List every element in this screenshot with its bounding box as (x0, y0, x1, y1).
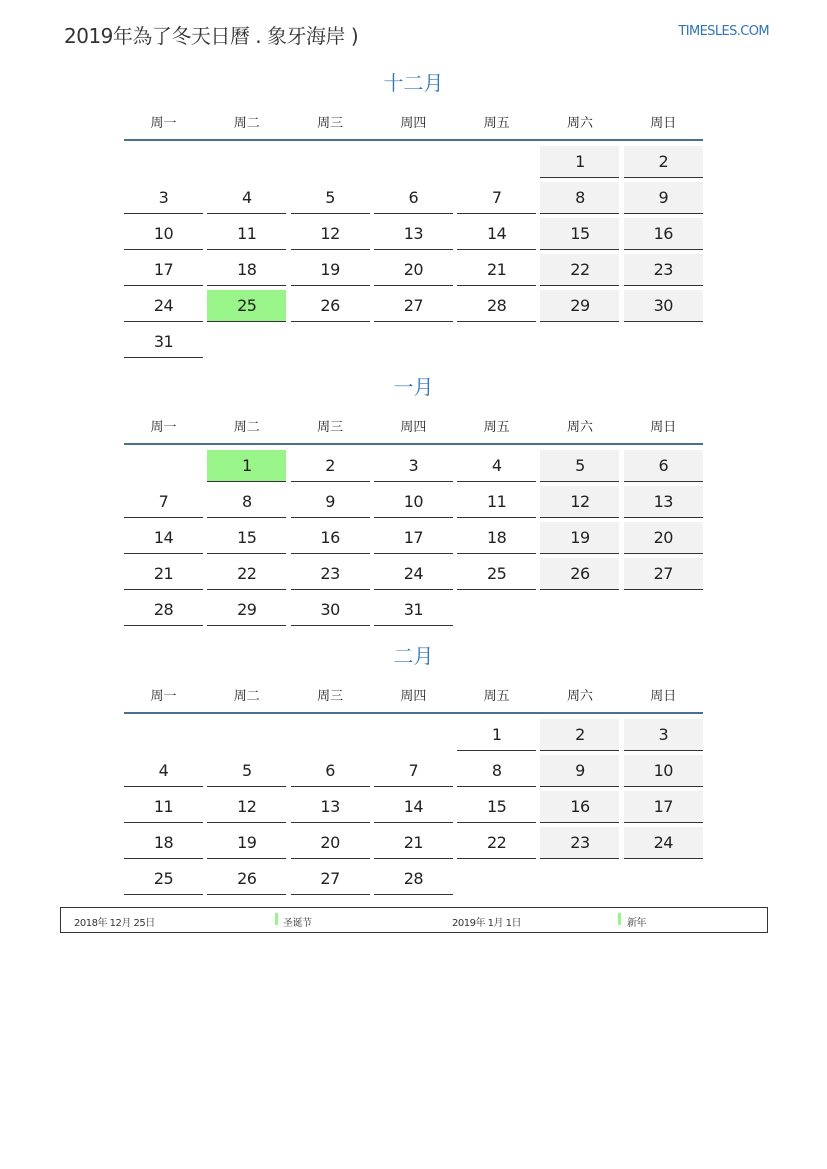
day-cell: 26 (207, 863, 286, 895)
day-cell: 18 (207, 254, 286, 286)
empty-day-cell (624, 326, 703, 357)
month-title: 二月 (393, 644, 434, 668)
weekday-label: 周一 (150, 115, 177, 131)
day-cell: 24 (374, 558, 453, 590)
day-cell: 20 (624, 522, 703, 554)
day-cell: 10 (374, 486, 453, 518)
day-cell: 23 (291, 558, 370, 590)
day-cell: 28 (124, 594, 203, 626)
day-cell: 17 (624, 791, 703, 823)
holiday-marker-icon (618, 913, 621, 925)
day-cell: 29 (540, 290, 619, 322)
week-row (124, 218, 703, 250)
day-cell: 15 (457, 791, 536, 823)
day-cell: 7 (124, 486, 203, 518)
weekday-header (124, 103, 703, 141)
legend-name-2: 新年 (627, 918, 646, 929)
day-cell: 7 (457, 182, 536, 214)
day-cell: 26 (540, 558, 619, 590)
empty-day-cell (540, 863, 619, 894)
day-cell: 9 (291, 486, 370, 518)
day-cell: 9 (540, 755, 619, 787)
day-cell: 5 (291, 182, 370, 214)
weekday-label: 周日 (650, 115, 677, 131)
empty-day-cell (374, 719, 453, 750)
day-cell: 25 (124, 863, 203, 895)
day-cell: 14 (374, 791, 453, 823)
week-row (124, 290, 703, 322)
day-cell: 16 (291, 522, 370, 554)
day-cell: 4 (124, 755, 203, 787)
weekday-label: 周一 (150, 419, 177, 435)
empty-day-cell (374, 326, 453, 357)
day-cell: 5 (207, 755, 286, 787)
week-row (124, 254, 703, 286)
day-cell: 8 (207, 486, 286, 518)
day-cell: 21 (124, 558, 203, 590)
day-cell: 15 (540, 218, 619, 250)
day-cell: 6 (374, 182, 453, 214)
empty-day-cell (124, 719, 203, 750)
weekday-label: 周五 (483, 688, 510, 704)
day-cell: 2 (540, 719, 619, 751)
day-cell: 6 (624, 450, 703, 482)
day-cell: 24 (624, 827, 703, 859)
day-cell: 1 (540, 146, 619, 178)
day-cell: 22 (207, 558, 286, 590)
week-row (124, 719, 703, 751)
day-cell: 22 (457, 827, 536, 859)
weekday-label: 周三 (317, 115, 344, 131)
day-cell: 31 (374, 594, 453, 626)
day-cell: 25 (457, 558, 536, 590)
day-cell: 11 (457, 486, 536, 518)
empty-day-cell (624, 594, 703, 625)
weekday-header (124, 407, 703, 445)
day-cell: 21 (457, 254, 536, 286)
day-cell: 12 (291, 218, 370, 250)
day-cell: 17 (124, 254, 203, 286)
day-cell: 17 (374, 522, 453, 554)
weekday-label: 周三 (317, 419, 344, 435)
legend-date-2: 2019年 1月 1日 (452, 918, 522, 929)
legend-name-1: 圣诞节 (283, 918, 312, 929)
day-cell: 1 (457, 719, 536, 751)
holiday-marker-icon (275, 913, 278, 925)
empty-day-cell (207, 326, 286, 357)
week-row (124, 146, 703, 178)
day-cell: 13 (291, 791, 370, 823)
weekday-label: 周五 (483, 419, 510, 435)
weekday-label: 周一 (150, 688, 177, 704)
day-cell: 30 (291, 594, 370, 626)
empty-day-cell (207, 719, 286, 750)
day-cell: 29 (207, 594, 286, 626)
month-calendar (124, 641, 703, 899)
empty-day-cell (291, 146, 370, 177)
day-cell: 19 (540, 522, 619, 554)
legend-date-1: 2018年 12月 25日 (74, 918, 155, 929)
empty-day-cell (540, 594, 619, 625)
weekday-label: 周二 (233, 688, 260, 704)
day-cell: 27 (291, 863, 370, 895)
day-cell: 3 (374, 450, 453, 482)
day-cell: 21 (374, 827, 453, 859)
week-row (124, 326, 703, 358)
empty-day-cell (457, 863, 536, 894)
day-cell: 2 (624, 146, 703, 178)
day-cell: 18 (124, 827, 203, 859)
month-title: 十二月 (383, 71, 444, 95)
weekday-label: 周四 (400, 115, 427, 131)
day-cell: 6 (291, 755, 370, 787)
day-cell: 4 (207, 182, 286, 214)
weekday-label: 周五 (483, 115, 510, 131)
weekday-label: 周四 (400, 419, 427, 435)
day-cell: 27 (624, 558, 703, 590)
day-cell: 26 (291, 290, 370, 322)
day-cell: 11 (124, 791, 203, 823)
weekday-label: 周六 (566, 115, 593, 131)
weekday-label: 周六 (566, 688, 593, 704)
day-cell: 14 (457, 218, 536, 250)
empty-day-cell (457, 594, 536, 625)
month-calendar (124, 372, 703, 630)
day-cell: 22 (540, 254, 619, 286)
page-title: 2019年為了冬天日曆 . 象牙海岸 ) (64, 24, 359, 48)
day-cell: 12 (540, 486, 619, 518)
day-cell: 4 (457, 450, 536, 482)
weekday-label: 周四 (400, 688, 427, 704)
week-row (124, 522, 703, 554)
day-cell: 19 (207, 827, 286, 859)
day-cell: 7 (374, 755, 453, 787)
day-cell: 2 (291, 450, 370, 482)
weekday-label: 周二 (233, 419, 260, 435)
week-row (124, 558, 703, 590)
day-cell: 31 (124, 326, 203, 358)
day-cell: 14 (124, 522, 203, 554)
day-cell: 13 (624, 486, 703, 518)
month-calendar (124, 68, 703, 362)
week-row (124, 863, 703, 895)
day-cell: 15 (207, 522, 286, 554)
day-cell: 23 (540, 827, 619, 859)
day-cell: 10 (124, 218, 203, 250)
day-cell: 8 (540, 182, 619, 214)
day-cell: 20 (374, 254, 453, 286)
empty-day-cell (374, 146, 453, 177)
day-cell: 20 (291, 827, 370, 859)
empty-day-cell (124, 146, 203, 177)
day-cell: 3 (124, 182, 203, 214)
day-cell: 8 (457, 755, 536, 787)
day-cell: 3 (624, 719, 703, 751)
day-cell: 11 (207, 218, 286, 250)
week-row (124, 182, 703, 214)
week-row (124, 486, 703, 518)
day-cell: 30 (624, 290, 703, 322)
empty-day-cell (540, 326, 619, 357)
day-cell: 24 (124, 290, 203, 322)
week-row (124, 755, 703, 787)
day-cell: 25 (207, 290, 286, 322)
empty-day-cell (457, 146, 536, 177)
weekday-header (124, 676, 703, 714)
day-cell: 13 (374, 218, 453, 250)
weekday-label: 周三 (317, 688, 344, 704)
empty-day-cell (457, 326, 536, 357)
day-cell: 23 (624, 254, 703, 286)
weekday-label: 周二 (233, 115, 260, 131)
day-cell: 28 (374, 863, 453, 895)
empty-day-cell (207, 146, 286, 177)
weekday-label: 周日 (650, 688, 677, 704)
weekday-label: 周日 (650, 419, 677, 435)
day-cell: 16 (540, 791, 619, 823)
week-row (124, 450, 703, 482)
week-row (124, 791, 703, 823)
week-row (124, 827, 703, 859)
empty-day-cell (291, 719, 370, 750)
week-row (124, 594, 703, 626)
day-cell: 9 (624, 182, 703, 214)
day-cell: 12 (207, 791, 286, 823)
site-link[interactable]: TIMESLES.COM (678, 24, 769, 39)
empty-day-cell (291, 326, 370, 357)
weekday-label: 周六 (566, 419, 593, 435)
day-cell: 28 (457, 290, 536, 322)
empty-day-cell (624, 863, 703, 894)
month-title: 一月 (393, 375, 434, 399)
holiday-legend (60, 907, 768, 933)
day-cell: 1 (207, 450, 286, 482)
day-cell: 16 (624, 218, 703, 250)
day-cell: 27 (374, 290, 453, 322)
day-cell: 5 (540, 450, 619, 482)
day-cell: 19 (291, 254, 370, 286)
empty-day-cell (124, 450, 203, 481)
day-cell: 10 (624, 755, 703, 787)
day-cell: 18 (457, 522, 536, 554)
